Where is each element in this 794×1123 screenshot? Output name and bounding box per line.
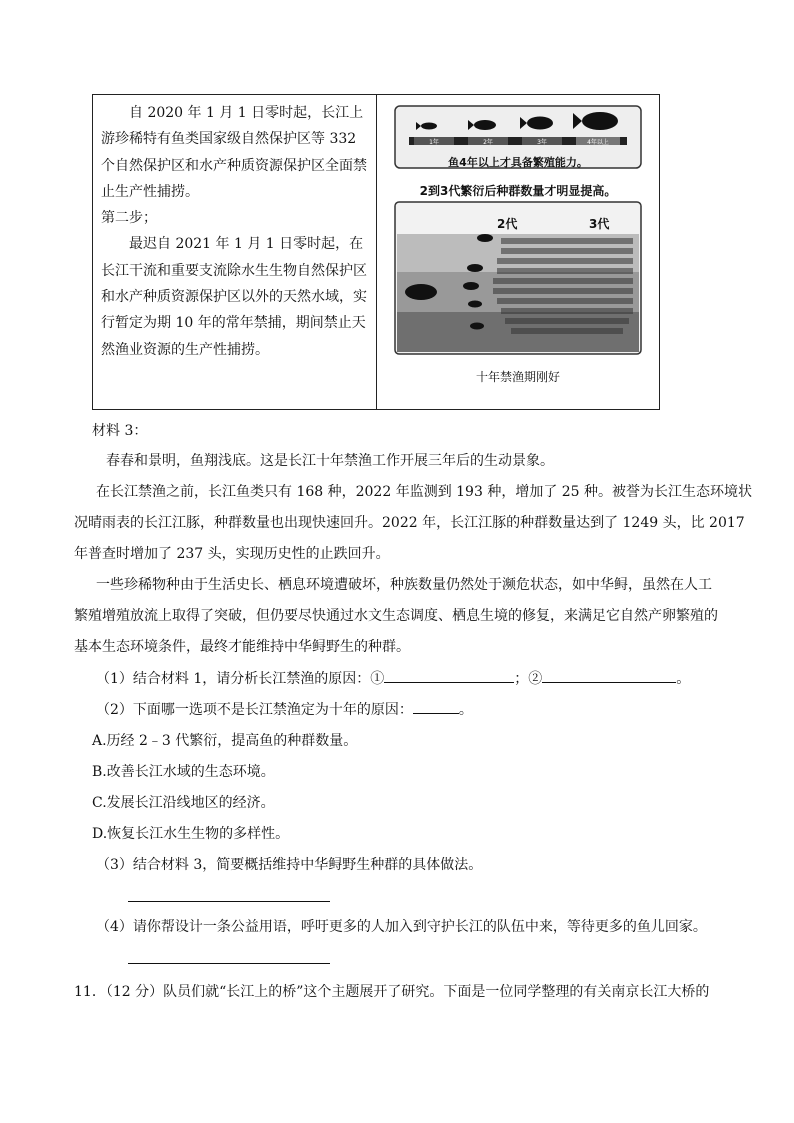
material3-p3b: 繁殖增殖放流上取得了突破，但仍要尽快通过水文生态调度、栖息生境的修复，来满足它自然产卵繁殖的 xyxy=(74,608,718,624)
stage-label: 2年 xyxy=(483,139,493,146)
material3-p2c: 年普查时增加了 237 头，实现历史性的止跌回升。 xyxy=(74,546,390,562)
stage-label: 1年 xyxy=(429,139,439,146)
answer-blank-1[interactable] xyxy=(384,668,514,683)
answer-blank-3[interactable] xyxy=(413,699,459,714)
question-4: （4）请你帮设计一条公益用语，呼吁更多的人加入到守护长江的队伍中来，等待更多的鱼儿回家。 xyxy=(96,919,707,935)
question-11: 11．（12 分）队员们就“长江上的桥”这个主题展开了研究。下面是一位同学整理的有关南京长江大桥的 xyxy=(74,984,710,1000)
option-b: B.改善长江水域的生态环境。 xyxy=(92,764,275,780)
gen3-label: 3代 xyxy=(589,217,610,231)
material-text-cell xyxy=(101,100,369,363)
question-2-text: （2）下面哪一选项不是长江禁渔定为十年的原因： xyxy=(96,702,413,718)
bottom-caption: 十年禁渔期刚好 xyxy=(475,370,560,384)
gen2-label: 2代 xyxy=(497,217,518,231)
question-1-text: （1）结合材料 1，请分析长江禁渔的原因：① xyxy=(96,671,385,687)
question-2-end: 。 xyxy=(458,702,473,718)
stage-label: 3年 xyxy=(537,139,547,146)
question-1-separator: ；② xyxy=(514,671,543,687)
material3-p3c: 基本生态环境条件，最终才能维持中华鲟野生的种群。 xyxy=(74,639,410,655)
material3-p2b: 况晴雨表的长江江豚，种群数量也出现快速回升。2022 年，长江江豚的种群数量达到了 1249 头，比 2017 xyxy=(74,515,745,531)
fishing-ban-figure xyxy=(393,104,643,384)
option-c: C.发展长江沿线地区的经济。 xyxy=(92,795,275,811)
material3-p1: 春春和景明，鱼翔浅底。这是长江十年禁渔工作开展三年后的生动景象。 xyxy=(106,453,554,469)
material3-label: 材料 3： xyxy=(92,423,148,439)
material2-para1: 自 2020 年 1 月 1 日零时起，长江上游珍稀特有鱼类国家级自然保护区等 332 个自然保护区和水产种质资源保护区全面禁止生产性捕捞。 xyxy=(101,105,367,200)
material3-p2a: 在长江禁渔之前，长江鱼类只有 168 种，2022 年监测到 193 种，增加了 25 种。被誉为长江生态环境状 xyxy=(96,484,753,500)
question-1-end: 。 xyxy=(676,671,691,687)
answer-line-3[interactable] xyxy=(128,901,330,902)
breeding-panel xyxy=(393,200,643,360)
question-3: （3）结合材料 3，简要概括维持中华鲟野生种群的具体做法。 xyxy=(96,857,483,873)
growth-panel xyxy=(393,104,643,184)
option-a: A.历经 2﹣3 代繁衍，提高鱼的种群数量。 xyxy=(92,733,358,749)
breed-caption: 2到3代繁衍后种群数量才明显提高。 xyxy=(419,184,617,198)
answer-blank-2[interactable] xyxy=(542,668,676,683)
question-1 xyxy=(96,668,690,688)
option-d: D.恢复长江水生生物的多样性。 xyxy=(92,826,290,842)
question-2 xyxy=(96,699,473,719)
step2-label: 第二步； xyxy=(101,210,157,227)
material3-p3a: 一些珍稀物种由于生活史长、栖息环境遭破坏，种族数量仍然处于濒危状态，如中华鲟，虽然在人工 xyxy=(96,577,712,593)
table-divider xyxy=(376,95,377,409)
material2-para2: 最迟自 2021 年 1 月 1 日零时起，在长江干流和重要支流除水生生物自然保护区和水产种质资源保护区以外的天然水域，实行暂定为期 10 年的常年禁捕，期间禁止天然渔业资源的生产性捕捞。 xyxy=(101,236,367,358)
answer-line-4[interactable] xyxy=(128,963,330,964)
stage-label: 4年以上 xyxy=(587,139,609,146)
material-table xyxy=(92,94,660,410)
growth-caption: 鱼4年以上才具备繁殖能力。 xyxy=(448,156,588,169)
